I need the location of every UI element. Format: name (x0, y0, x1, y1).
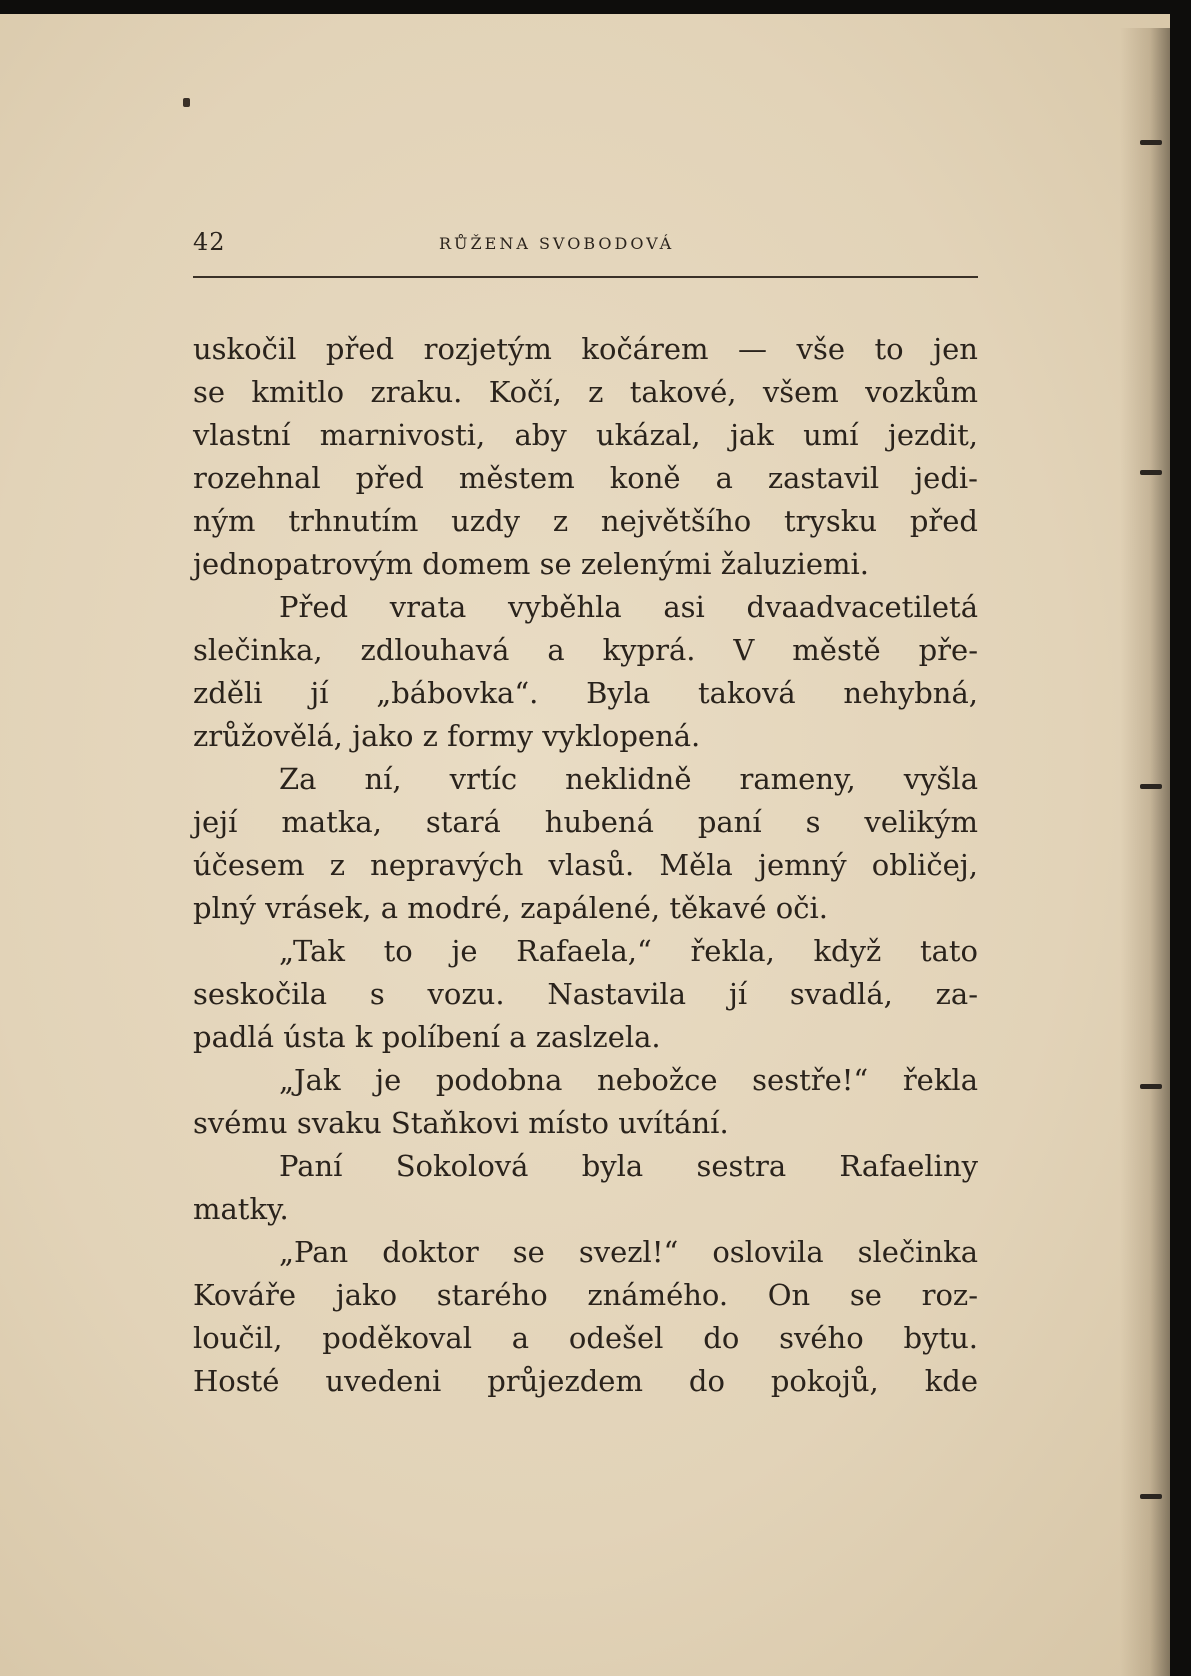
body-text (193, 328, 978, 1403)
binding-mark (1140, 140, 1162, 145)
text-line: jednopatrovým domem se zelenými žaluziemi. (193, 547, 869, 581)
text-line: zrůžovělá, jako z formy vyklopená. (193, 719, 701, 753)
binding-mark (1140, 784, 1162, 789)
scan-border (0, 0, 1191, 14)
text-line: ným trhnutím uzdy z největšího trysku před (193, 504, 978, 538)
text-line: Kováře jako starého známého. On se roz- (193, 1278, 978, 1312)
page-number: 42 (193, 228, 226, 256)
text-line: plný vrásek, a modré, zapálené, těkavé oči. (193, 891, 828, 925)
text-line: padlá ústa k políbení a zaslzela. (193, 1020, 661, 1054)
text-line: účesem z nepravých vlasů. Měla jemný obličej, (193, 848, 978, 882)
ink-speck (183, 98, 190, 107)
text-line: matky. (193, 1192, 289, 1226)
text-line: „Pan doktor se svezl!“ oslovila slečinka (279, 1235, 978, 1269)
binding-mark (1140, 1084, 1162, 1089)
text-line: Hosté uvedeni průjezdem do pokojů, kde (193, 1364, 978, 1398)
text-line: zděli jí „bábovka“. Byla taková nehybná, (193, 676, 978, 710)
running-head (193, 228, 978, 264)
header-rule (193, 276, 978, 278)
text-line: rozehnal před městem koně a zastavil jedi- (193, 461, 978, 495)
text-line: Za ní, vrtíc neklidně rameny, vyšla (279, 762, 978, 796)
text-line: Paní Sokolová byla sestra Rafaeliny (279, 1149, 978, 1183)
binding-mark (1140, 1494, 1162, 1499)
binding-mark (1140, 470, 1162, 475)
spine-shadow (1120, 28, 1170, 1676)
text-line: Před vrata vyběhla asi dvaadvacetiletá (279, 590, 978, 624)
text-line: vlastní marnivosti, aby ukázal, jak umí jezdit, (193, 418, 978, 452)
text-line: její matka, stará hubená paní s velikým (193, 805, 978, 839)
text-line: se kmitlo zraku. Kočí, z takové, všem vozkům (193, 375, 978, 409)
text-line: slečinka, zdlouhavá a kyprá. V městě pře- (193, 633, 978, 667)
text-line: seskočila s vozu. Nastavila jí svadlá, za- (193, 977, 978, 1011)
header-title: RŮŽENA SVOBODOVÁ (439, 234, 675, 253)
text-line: loučil, poděkoval a odešel do svého bytu. (193, 1321, 978, 1355)
text-line: „Jak je podobna nebožce sestře!“ řekla (279, 1063, 978, 1097)
text-line: uskočil před rozjetým kočárem — vše to jen (193, 332, 978, 366)
text-line: „Tak to je Rafaela,“ řekla, když tato (279, 934, 978, 968)
text-line: svému svaku Staňkovi místo uvítání. (193, 1106, 729, 1140)
